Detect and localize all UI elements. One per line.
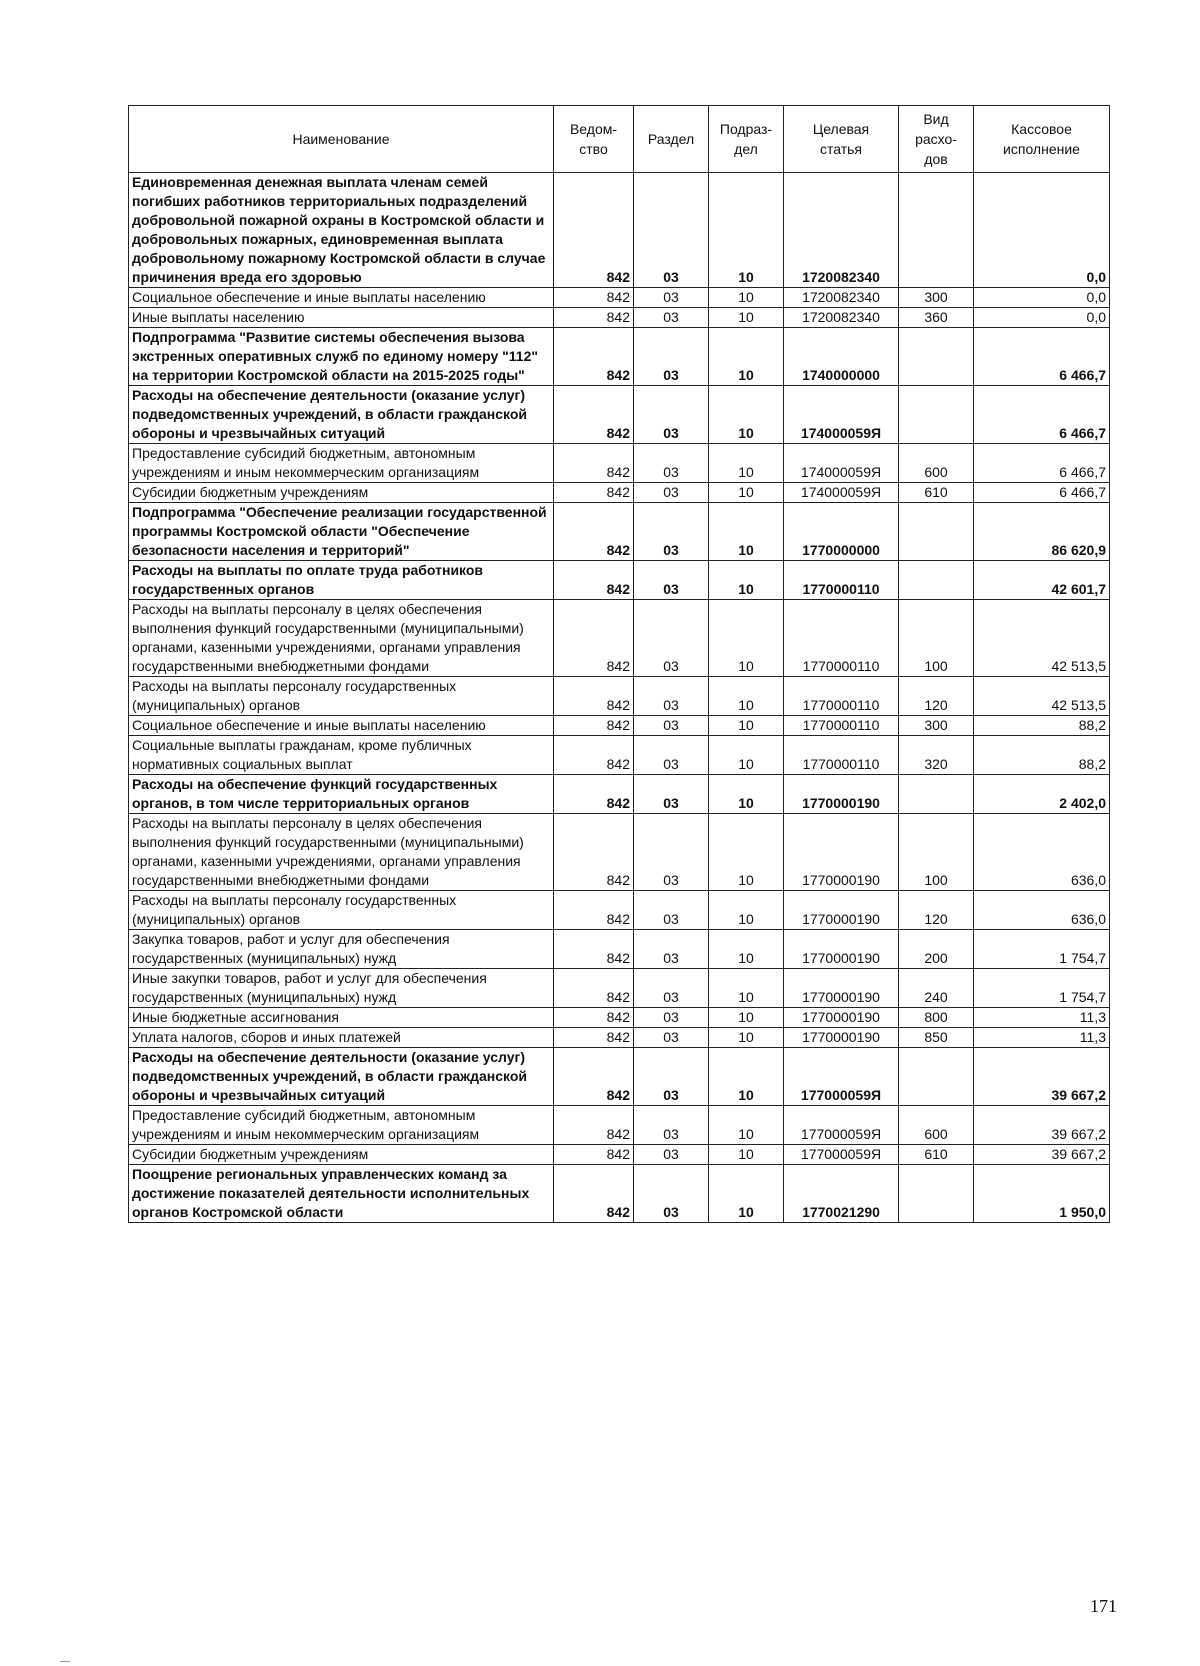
cell-section: 03 — [634, 1165, 709, 1223]
cell-dept: 842 — [554, 891, 634, 930]
cell-target: 174000059Я — [784, 483, 899, 503]
table-row — [129, 483, 1110, 503]
table-body — [129, 173, 1110, 1223]
cell-name: Расходы на выплаты персоналу в целях обеспечения выполнения функций государственными (муниципальными) органами, казенными учреждениями, органами управления государственными внебюджетными фондами — [129, 814, 554, 891]
cell-dept: 842 — [554, 677, 634, 716]
cell-section: 03 — [634, 1106, 709, 1145]
cell-exec: 39 667,2 — [974, 1048, 1110, 1106]
cell-section: 03 — [634, 716, 709, 736]
table-row — [129, 716, 1110, 736]
cell-name: Субсидии бюджетным учреждениям — [129, 1145, 554, 1165]
table-row — [129, 1145, 1110, 1165]
cell-target: 1770000110 — [784, 716, 899, 736]
cell-section: 03 — [634, 561, 709, 600]
cell-exec: 0,0 — [974, 173, 1110, 288]
cell-name: Расходы на обеспечение функций государственных органов, в том числе территориальных органов — [129, 775, 554, 814]
cell-exec: 1 754,7 — [974, 969, 1110, 1008]
header-name: Наименование — [129, 106, 554, 173]
cell-subsection: 10 — [709, 600, 784, 677]
table-row — [129, 891, 1110, 930]
header-target: Целевая статья — [784, 106, 899, 173]
cell-subsection: 10 — [709, 561, 784, 600]
cell-subsection: 10 — [709, 444, 784, 483]
cell-subsection: 10 — [709, 328, 784, 386]
cell-section: 03 — [634, 814, 709, 891]
table-row — [129, 969, 1110, 1008]
header-type: Вид расхо- дов — [899, 106, 974, 173]
cell-type: 300 — [899, 716, 974, 736]
cell-subsection: 10 — [709, 814, 784, 891]
cell-target: 1770000190 — [784, 1008, 899, 1028]
cell-type — [899, 173, 974, 288]
cell-name: Иные закупки товаров, работ и услуг для обеспечения государственных (муниципальных) нужд — [129, 969, 554, 1008]
cell-type — [899, 328, 974, 386]
cell-section: 03 — [634, 1048, 709, 1106]
cell-dept: 842 — [554, 386, 634, 444]
cell-type: 800 — [899, 1008, 974, 1028]
cell-name: Расходы на выплаты персоналу государственных (муниципальных) органов — [129, 677, 554, 716]
cell-section: 03 — [634, 1008, 709, 1028]
table-row — [129, 444, 1110, 483]
cell-dept: 842 — [554, 288, 634, 308]
header-section: Раздел — [634, 106, 709, 173]
cell-section: 03 — [634, 600, 709, 677]
cell-type: 100 — [899, 814, 974, 891]
cell-section: 03 — [634, 677, 709, 716]
scan-mark — [60, 1661, 70, 1662]
cell-target: 1720082340 — [784, 308, 899, 328]
cell-exec: 39 667,2 — [974, 1106, 1110, 1145]
table-row — [129, 677, 1110, 716]
cell-name: Социальные выплаты гражданам, кроме публичных нормативных социальных выплат — [129, 736, 554, 775]
cell-subsection: 10 — [709, 736, 784, 775]
cell-section: 03 — [634, 328, 709, 386]
table-row — [129, 1008, 1110, 1028]
cell-subsection: 10 — [709, 969, 784, 1008]
cell-target: 1770000190 — [784, 775, 899, 814]
cell-exec: 88,2 — [974, 736, 1110, 775]
cell-dept: 842 — [554, 1048, 634, 1106]
cell-dept: 842 — [554, 173, 634, 288]
cell-dept: 842 — [554, 1008, 634, 1028]
cell-type — [899, 1048, 974, 1106]
cell-section: 03 — [634, 288, 709, 308]
cell-type: 300 — [899, 288, 974, 308]
cell-name: Предоставление субсидий бюджетным, автономным учреждениям и иным некоммерческим организациям — [129, 444, 554, 483]
table-row — [129, 503, 1110, 561]
table-row — [129, 386, 1110, 444]
table-row — [129, 814, 1110, 891]
cell-name: Предоставление субсидий бюджетным, автономным учреждениям и иным некоммерческим организациям — [129, 1106, 554, 1145]
cell-section: 03 — [634, 1145, 709, 1165]
cell-type: 600 — [899, 444, 974, 483]
cell-subsection: 10 — [709, 930, 784, 969]
cell-section: 03 — [634, 386, 709, 444]
cell-dept: 842 — [554, 1145, 634, 1165]
cell-type: 200 — [899, 930, 974, 969]
cell-dept: 842 — [554, 1106, 634, 1145]
cell-target: 1770000190 — [784, 930, 899, 969]
cell-subsection: 10 — [709, 483, 784, 503]
cell-type: 120 — [899, 891, 974, 930]
cell-target: 1770000190 — [784, 891, 899, 930]
cell-type: 850 — [899, 1028, 974, 1048]
table-row — [129, 1028, 1110, 1048]
cell-section: 03 — [634, 1028, 709, 1048]
cell-type: 320 — [899, 736, 974, 775]
cell-target: 1770000000 — [784, 503, 899, 561]
cell-dept: 842 — [554, 814, 634, 891]
cell-target: 1740000000 — [784, 328, 899, 386]
cell-exec: 1 754,7 — [974, 930, 1110, 969]
cell-subsection: 10 — [709, 503, 784, 561]
page-number: 171 — [1090, 1596, 1117, 1616]
header-dept: Ведом- ство — [554, 106, 634, 173]
table-row — [129, 1106, 1110, 1145]
table-row — [129, 1165, 1110, 1223]
table-row — [129, 288, 1110, 308]
cell-section: 03 — [634, 308, 709, 328]
cell-subsection: 10 — [709, 386, 784, 444]
budget-table — [128, 105, 1110, 1223]
cell-type — [899, 775, 974, 814]
cell-exec: 636,0 — [974, 814, 1110, 891]
cell-subsection: 10 — [709, 1008, 784, 1028]
cell-type: 360 — [899, 308, 974, 328]
table-row — [129, 173, 1110, 288]
cell-name: Единовременная денежная выплата членам семей погибших работников территориальных подразделений добровольной пожарной охраны в Костромской области и добровольных пожарных, единовременная выплата добровольному пожарному Костромской области в случае причинения вреда его здоровью — [129, 173, 554, 288]
cell-type — [899, 386, 974, 444]
cell-name: Подпрограмма "Обеспечение реализации государственной программы Костромской области "Обеспечение безопасности населения и территорий" — [129, 503, 554, 561]
cell-name: Расходы на выплаты персоналу в целях обеспечения выполнения функций государственными (муниципальными) органами, казенными учреждениями, органами управления государственными внебюджетными фондами — [129, 600, 554, 677]
table-row — [129, 1048, 1110, 1106]
table-row — [129, 328, 1110, 386]
cell-name: Субсидии бюджетным учреждениям — [129, 483, 554, 503]
cell-dept: 842 — [554, 328, 634, 386]
cell-name: Расходы на обеспечение деятельности (оказание услуг) подведомственных учреждений, в области гражданской обороны и чрезвычайных ситуаций — [129, 1048, 554, 1106]
cell-target: 1770000110 — [784, 600, 899, 677]
cell-dept: 842 — [554, 736, 634, 775]
cell-subsection: 10 — [709, 677, 784, 716]
cell-subsection: 10 — [709, 1048, 784, 1106]
cell-exec: 88,2 — [974, 716, 1110, 736]
cell-dept: 842 — [554, 716, 634, 736]
table-row — [129, 561, 1110, 600]
cell-section: 03 — [634, 775, 709, 814]
cell-exec: 2 402,0 — [974, 775, 1110, 814]
cell-subsection: 10 — [709, 308, 784, 328]
cell-type: 100 — [899, 600, 974, 677]
cell-type — [899, 1165, 974, 1223]
cell-type: 610 — [899, 483, 974, 503]
cell-type — [899, 561, 974, 600]
cell-type: 120 — [899, 677, 974, 716]
cell-subsection: 10 — [709, 1145, 784, 1165]
cell-target: 1770000190 — [784, 814, 899, 891]
cell-section: 03 — [634, 969, 709, 1008]
cell-target: 1720082340 — [784, 173, 899, 288]
cell-subsection: 10 — [709, 288, 784, 308]
cell-name: Иные бюджетные ассигнования — [129, 1008, 554, 1028]
cell-exec: 636,0 — [974, 891, 1110, 930]
cell-target: 1770000110 — [784, 561, 899, 600]
cell-exec: 42 601,7 — [974, 561, 1110, 600]
cell-dept: 842 — [554, 483, 634, 503]
cell-exec: 6 466,7 — [974, 483, 1110, 503]
table-row — [129, 775, 1110, 814]
cell-dept: 842 — [554, 969, 634, 1008]
cell-exec: 86 620,9 — [974, 503, 1110, 561]
cell-exec: 0,0 — [974, 308, 1110, 328]
cell-subsection: 10 — [709, 775, 784, 814]
cell-subsection: 10 — [709, 1165, 784, 1223]
cell-exec: 0,0 — [974, 288, 1110, 308]
table-row — [129, 736, 1110, 775]
header-exec: Кассовое исполнение — [974, 106, 1110, 173]
cell-dept: 842 — [554, 930, 634, 969]
cell-dept: 842 — [554, 561, 634, 600]
cell-target: 177000059Я — [784, 1106, 899, 1145]
cell-dept: 842 — [554, 503, 634, 561]
cell-name: Расходы на выплаты по оплате труда работников государственных органов — [129, 561, 554, 600]
cell-name: Социальное обеспечение и иные выплаты населению — [129, 716, 554, 736]
cell-type: 610 — [899, 1145, 974, 1165]
cell-type: 240 — [899, 969, 974, 1008]
cell-name: Иные выплаты населению — [129, 308, 554, 328]
cell-section: 03 — [634, 736, 709, 775]
cell-target: 177000059Я — [784, 1048, 899, 1106]
cell-exec: 6 466,7 — [974, 328, 1110, 386]
table-row — [129, 308, 1110, 328]
cell-target: 1720082340 — [784, 288, 899, 308]
cell-target: 1770000190 — [784, 1028, 899, 1048]
cell-dept: 842 — [554, 600, 634, 677]
cell-section: 03 — [634, 503, 709, 561]
cell-exec: 11,3 — [974, 1008, 1110, 1028]
cell-exec: 39 667,2 — [974, 1145, 1110, 1165]
cell-exec: 11,3 — [974, 1028, 1110, 1048]
cell-section: 03 — [634, 173, 709, 288]
cell-dept: 842 — [554, 444, 634, 483]
cell-target: 1770000110 — [784, 736, 899, 775]
cell-dept: 842 — [554, 1028, 634, 1048]
table-row — [129, 930, 1110, 969]
cell-subsection: 10 — [709, 1028, 784, 1048]
cell-name: Поощрение региональных управленческих команд за достижение показателей деятельности исполнительных органов Костромской области — [129, 1165, 554, 1223]
cell-dept: 842 — [554, 308, 634, 328]
cell-name: Расходы на обеспечение деятельности (оказание услуг) подведомственных учреждений, в области гражданской обороны и чрезвычайных ситуаций — [129, 386, 554, 444]
cell-type: 600 — [899, 1106, 974, 1145]
cell-exec: 42 513,5 — [974, 677, 1110, 716]
cell-name: Закупка товаров, работ и услуг для обеспечения государственных (муниципальных) нужд — [129, 930, 554, 969]
cell-section: 03 — [634, 483, 709, 503]
cell-subsection: 10 — [709, 1106, 784, 1145]
cell-name: Уплата налогов, сборов и иных платежей — [129, 1028, 554, 1048]
cell-target: 174000059Я — [784, 444, 899, 483]
cell-dept: 842 — [554, 1165, 634, 1223]
cell-name: Социальное обеспечение и иные выплаты населению — [129, 288, 554, 308]
cell-exec: 42 513,5 — [974, 600, 1110, 677]
cell-subsection: 10 — [709, 716, 784, 736]
cell-target: 1770000110 — [784, 677, 899, 716]
cell-name: Расходы на выплаты персоналу государственных (муниципальных) органов — [129, 891, 554, 930]
cell-section: 03 — [634, 930, 709, 969]
cell-exec: 1 950,0 — [974, 1165, 1110, 1223]
cell-section: 03 — [634, 444, 709, 483]
cell-dept: 842 — [554, 775, 634, 814]
cell-target: 174000059Я — [784, 386, 899, 444]
header-subsection: Подраз- дел — [709, 106, 784, 173]
cell-target: 1770000190 — [784, 969, 899, 1008]
cell-exec: 6 466,7 — [974, 444, 1110, 483]
header-row — [129, 106, 1110, 173]
table-row — [129, 600, 1110, 677]
cell-subsection: 10 — [709, 891, 784, 930]
cell-name: Подпрограмма "Развитие системы обеспечения вызова экстренных оперативных служб по единому номеру "112" на территории Костромской области на 2015-2025 годы" — [129, 328, 554, 386]
cell-exec: 6 466,7 — [974, 386, 1110, 444]
cell-target: 177000059Я — [784, 1145, 899, 1165]
cell-section: 03 — [634, 891, 709, 930]
cell-target: 1770021290 — [784, 1165, 899, 1223]
cell-type — [899, 503, 974, 561]
cell-subsection: 10 — [709, 173, 784, 288]
